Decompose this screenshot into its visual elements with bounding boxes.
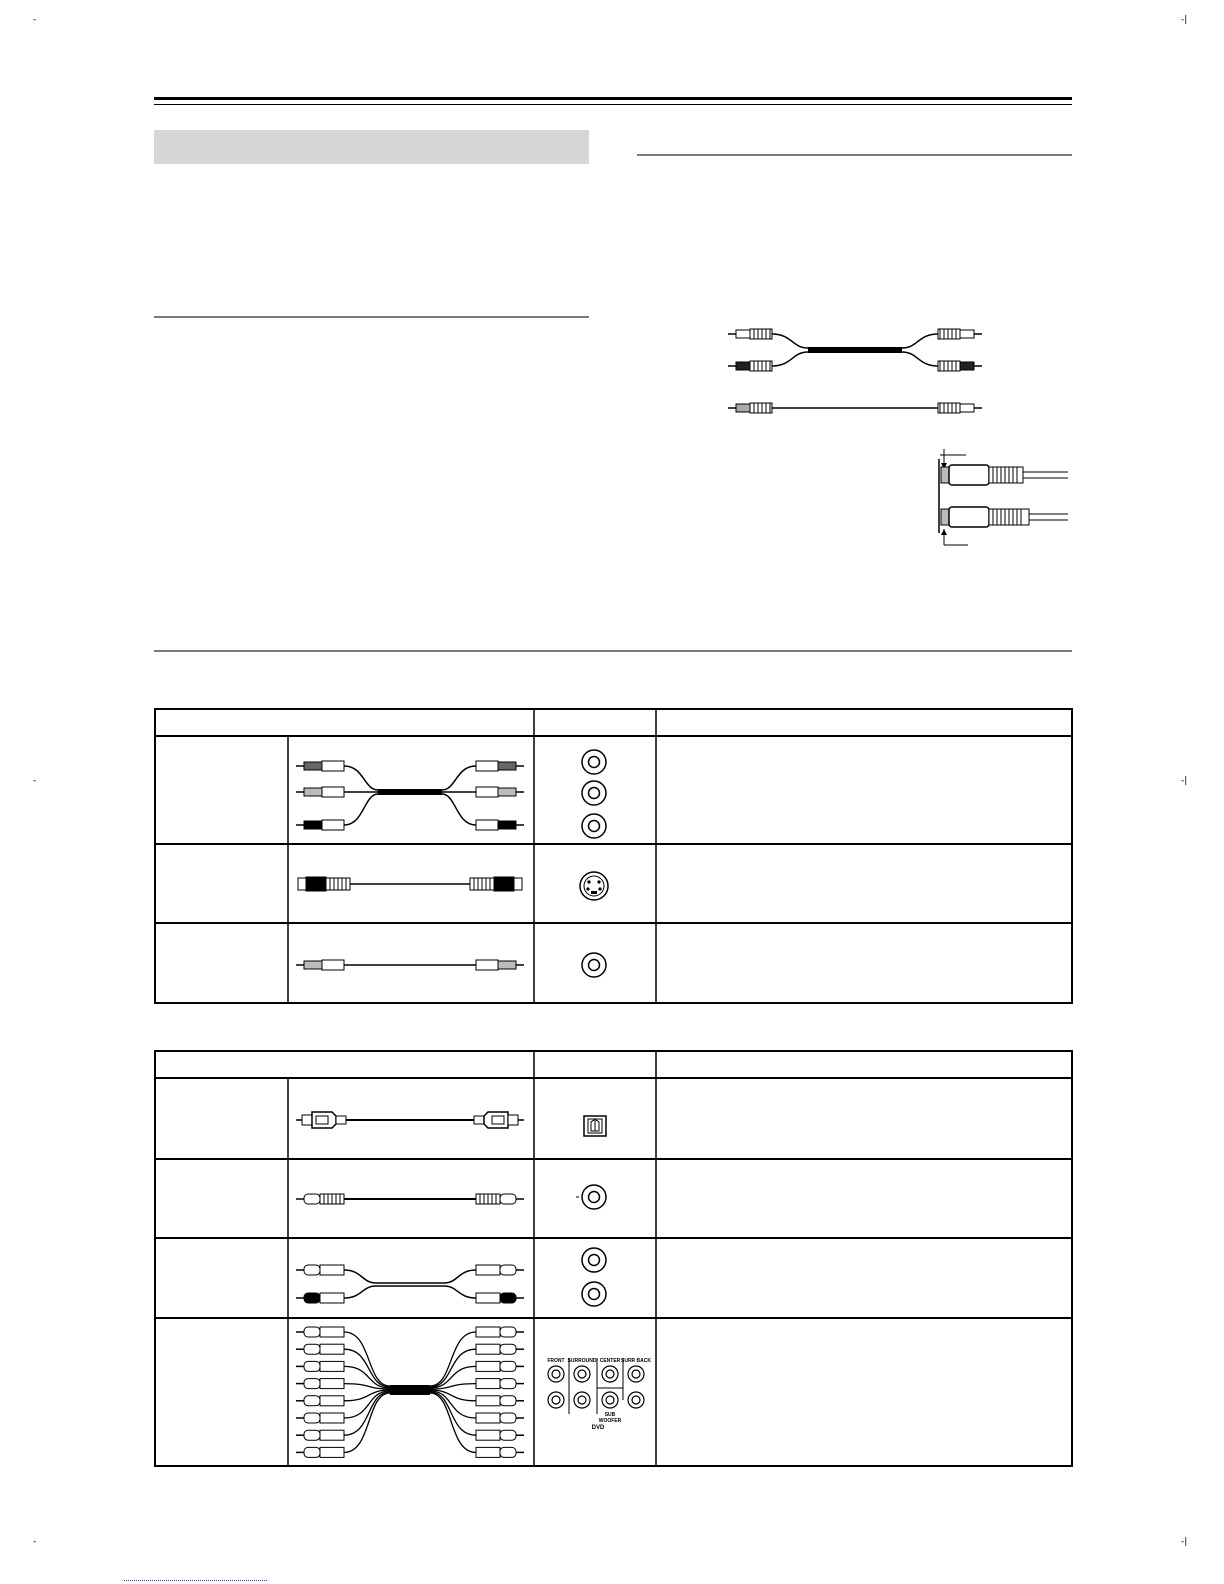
panel-label-surround: SURROUND — [567, 1358, 597, 1364]
coaxial-cable-icon — [294, 1189, 526, 1209]
s-video-description — [656, 844, 1073, 923]
composite-video-label — [154, 923, 288, 1004]
analog-audio-cable-icon — [294, 1258, 526, 1312]
table-row — [154, 1318, 1073, 1467]
video-table-header-description — [656, 708, 1073, 736]
cable-illustration-top — [720, 318, 990, 426]
composite-video-cable-icon — [294, 955, 526, 975]
section-heading-box — [154, 130, 589, 164]
audio-table-header-description — [656, 1050, 1073, 1078]
optical-label — [154, 1078, 288, 1159]
header-rule-thick — [154, 97, 1072, 100]
panel-label-dvd: DVD — [591, 1425, 605, 1431]
crop-mark-bottom-left: - — [33, 1537, 37, 1547]
multichannel-jack-panel-icon — [540, 1354, 652, 1434]
optical-cable-icon — [294, 1108, 526, 1132]
crop-mark-mid-right: -| — [1181, 776, 1188, 786]
coaxial-label — [154, 1159, 288, 1238]
panel-label-surr-back: SURR BACK — [621, 1358, 651, 1364]
optical-jack-icon — [582, 1114, 608, 1140]
crop-mark-bottom-right: -| — [1181, 1537, 1188, 1547]
table-row — [154, 1159, 1073, 1238]
coaxial-description — [656, 1159, 1073, 1238]
subheading-rule-right — [637, 154, 1072, 156]
panel-label-sub: SUB — [604, 1412, 616, 1418]
panel-label-front: FRONT — [547, 1358, 565, 1364]
s-video-cable-icon — [294, 874, 526, 894]
component-video-cable-icon — [294, 744, 526, 840]
optical-description — [656, 1078, 1073, 1159]
video-table-header-jack — [534, 708, 656, 736]
component-video-jack-icon — [574, 744, 614, 844]
s-video-jack-icon — [574, 866, 614, 906]
composite-video-jack-icon — [574, 945, 614, 985]
multichannel-cable-icon — [294, 1324, 526, 1462]
audio-table-header-cable — [154, 1050, 534, 1078]
panel-label-center: CENTER — [599, 1358, 621, 1364]
table-row — [154, 1238, 1073, 1318]
crop-mark-top-left: - — [33, 15, 37, 25]
crop-mark-mid-left: - — [33, 776, 37, 786]
video-table-header-cable — [154, 708, 534, 736]
multichannel-description — [656, 1318, 1073, 1467]
subheading-rule-left — [154, 316, 589, 318]
video-connection-table — [154, 708, 1073, 1004]
analog-audio-description — [656, 1238, 1073, 1318]
table-row — [154, 923, 1073, 1004]
table-row — [154, 736, 1073, 844]
crop-mark-top-right: -| — [1181, 15, 1188, 25]
composite-video-description — [656, 923, 1073, 1004]
header-rule-thin — [154, 104, 1072, 105]
subheading-rule-full — [154, 650, 1072, 652]
footer-link-underline — [124, 1580, 267, 1582]
audio-connection-table — [154, 1050, 1073, 1467]
table-row — [154, 1078, 1073, 1159]
s-video-label — [154, 844, 288, 923]
plug-insertion-illustration — [930, 445, 1070, 550]
coaxial-jack-icon — [574, 1177, 614, 1217]
multichannel-label — [154, 1318, 288, 1467]
component-video-description — [656, 736, 1073, 844]
component-video-label — [154, 736, 288, 844]
panel-label-woofer: WOOFER — [598, 1418, 622, 1424]
audio-table-header-jack — [534, 1050, 656, 1078]
analog-audio-label — [154, 1238, 288, 1318]
table-row — [154, 844, 1073, 923]
analog-audio-jack-icon — [574, 1244, 614, 1314]
